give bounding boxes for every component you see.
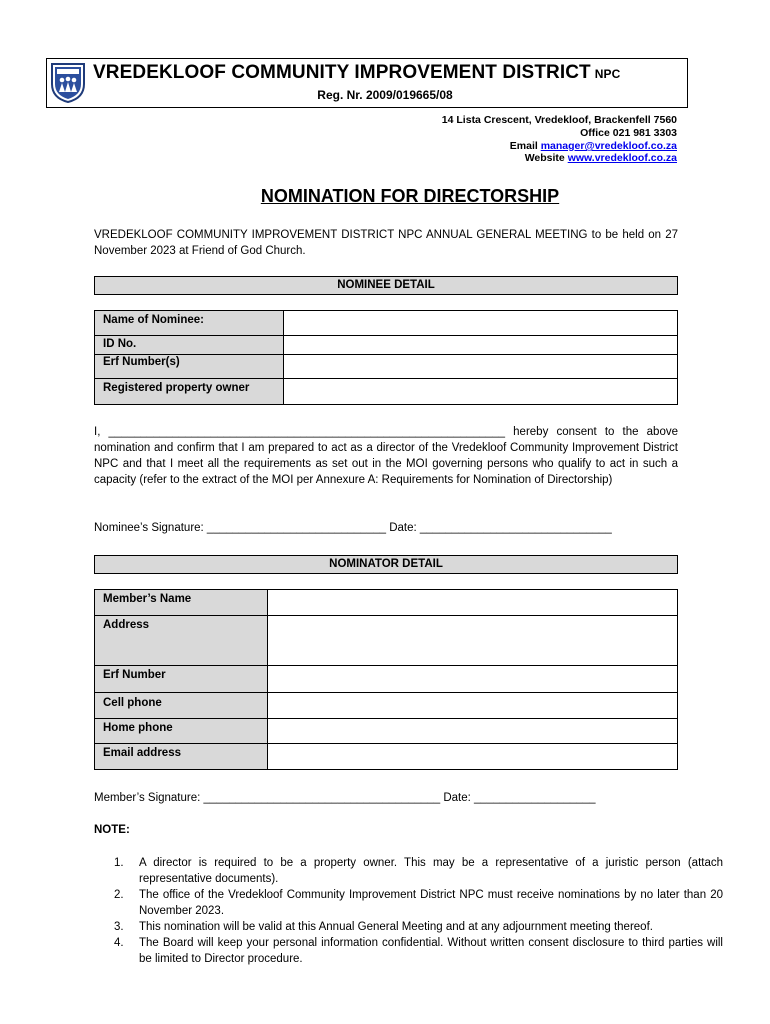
notes-heading: NOTE: xyxy=(94,824,130,836)
organization-suffix: NPC xyxy=(594,67,621,81)
nominee-detail-heading: NOMINEE DETAIL xyxy=(94,276,678,295)
erf-number-label: Erf Number xyxy=(95,666,268,693)
nominee-detail-table xyxy=(94,310,678,405)
consent-paragraph: I, ______________________________________________________________ hereby consent to the above nomination and confirm that I am prepared to act as a director of the Vredekloof Community Improvement District NPC and that I meet all the requirements as set out in the MOI governing persons who qualify to act in such a capacity (refer to the extract of the MOI per Annexure A: Requirements for Nomination of Directorship) xyxy=(94,426,678,486)
organization-name: VREDEKLOOF COMMUNITY IMPROVEMENT DISTRICT NPC xyxy=(93,62,621,83)
home-phone-label: Home phone xyxy=(95,719,268,744)
nominee-id-label: ID No. xyxy=(95,336,284,355)
member-name-label: Member’s Name xyxy=(95,590,268,616)
email-address-label: Email address xyxy=(95,744,268,770)
nominee-owner-field[interactable] xyxy=(284,379,678,405)
nominator-detail-table xyxy=(94,589,678,770)
email-link[interactable]: manager@vredekloof.co.za xyxy=(540,140,677,152)
nominee-name-field[interactable] xyxy=(284,311,678,336)
email-address-field[interactable] xyxy=(268,744,678,770)
note-item: 2. The office of the Vredekloof Community Improvement District NPC must receive nominations by no later than 20 November 2023. xyxy=(114,889,723,917)
nominee-erf-field[interactable] xyxy=(284,355,678,379)
nominee-owner-label: Registered property owner xyxy=(95,379,284,405)
note-item: 4. The Board will keep your personal information confidential. Without written consent disclosure to third parties will be limited to Director procedure. xyxy=(114,937,723,965)
email-line: Email manager@vredekloof.co.za xyxy=(509,140,677,152)
note-item: 1. A director is required to be a property owner. This may be a representative of a juristic person (attach representative documents). xyxy=(114,857,723,885)
address-field[interactable] xyxy=(268,616,678,666)
nominator-detail-heading: NOMINATOR DETAIL xyxy=(94,555,678,574)
street-address: 14 Lista Crescent, Vredekloof, Brackenfell 7560 xyxy=(441,114,677,126)
notes-list xyxy=(94,855,723,967)
registration-number: Reg. Nr. 2009/019665/08 xyxy=(317,88,453,102)
nominee-id-field[interactable] xyxy=(284,336,678,355)
website-link[interactable]: www.vredekloof.co.za xyxy=(567,152,677,164)
home-phone-field[interactable] xyxy=(268,719,678,744)
meeting-intro: VREDEKLOOF COMMUNITY IMPROVEMENT DISTRICT NPC ANNUAL GENERAL MEETING to be held on 27 November 2023 at Friend of God Church. xyxy=(94,229,678,257)
document-title: NOMINATION FOR DIRECTORSHIP xyxy=(260,186,560,206)
nominee-erf-label: Erf Number(s) xyxy=(95,355,284,379)
cell-phone-label: Cell phone xyxy=(95,693,268,719)
address-label: Address xyxy=(95,616,268,666)
note-item: 3. This nomination will be valid at this Annual General Meeting and at any adjournment meeting thereof. xyxy=(114,921,653,933)
erf-number-field[interactable] xyxy=(268,666,678,693)
cell-phone-field[interactable] xyxy=(268,693,678,719)
nominee-name-label: Name of Nominee: xyxy=(95,311,284,336)
website-line: Website www.vredekloof.co.za xyxy=(524,152,677,164)
office-phone: Office 021 981 3303 xyxy=(580,127,677,139)
member-signature-line[interactable]: Member’s Signature: _____________________________________ Date: ___________________ xyxy=(94,792,596,804)
member-name-field[interactable] xyxy=(268,590,678,616)
nominee-signature-line[interactable]: Nominee’s Signature: ____________________________ Date: ______________________________ xyxy=(94,522,612,534)
